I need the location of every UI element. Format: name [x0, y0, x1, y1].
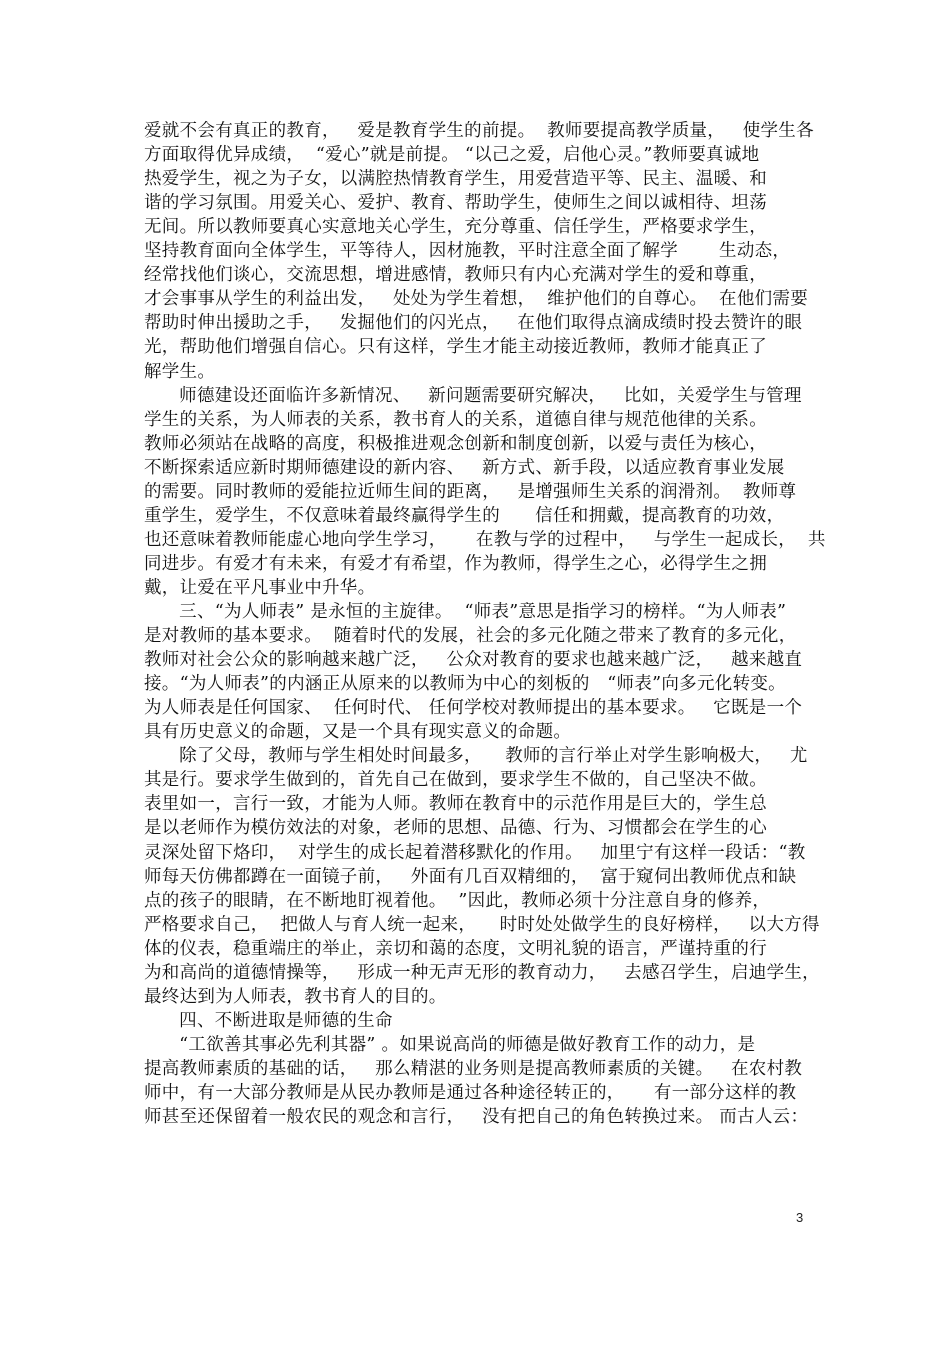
text-line: 教师必须站在战略的高度，积极推进观念创新和制度创新，以爱与责任为核心，: [144, 433, 767, 454]
text-line: 不断探索适应新时期师德建设的新内容、 新方式、新手段，以适应教育事业发展: [144, 457, 785, 478]
text-line: 才会事事从学生的利益出发， 处处为学生着想， 维护他们的自尊心。 在他们需要: [144, 289, 809, 310]
text-line: 除了父母，教师与学生相处时间最多， 教师的言行举止对学生影响极大， 尤: [144, 746, 808, 767]
text-line: 同进步。有爱才有未来，有爱才有希望，作为教师，得学生之心，必得学生之拥: [144, 553, 767, 574]
text-line: 为和高尚的道德情操等， 形成一种无声无形的教育动力， 去感召学生，启迪学生，: [144, 962, 820, 983]
text-line: 师每天仿佛都蹲在一面镜子前， 外面有几百双精细的， 富于窥伺出教师优点和缺: [144, 866, 797, 887]
text-line: 最终达到为人师表，教书育人的目的。: [144, 986, 447, 1007]
text-line: 方面取得优异成绩， “爱心”就是前提。 “以己之爱，启他心灵。”教师要真诚地: [144, 145, 760, 166]
text-line: 师德建设还面临许多新情况、 新问题需要研究解决， 比如，关爱学生与管理: [144, 385, 802, 406]
text-line: 师甚至还保留着一般农民的观念和言行， 没有把自己的角色转换过来。 而古人云：: [144, 1107, 809, 1128]
page-number: 3: [796, 1210, 804, 1225]
text-line: 帮助时伸出援助之手， 发掘他们的闪光点， 在他们取得点滴成绩时投去赞许的眼: [144, 313, 803, 334]
text-line: 光，帮助他们增强自信心。只有这样，学生才能主动接近教师，教师才能真正了: [144, 337, 767, 358]
text-line: 四、不断进取是师德的生命: [144, 1010, 393, 1031]
text-line: 戴，让爱在平凡事业中升华。: [144, 577, 376, 598]
text-line: 是以老师作为模仿效法的对象，老师的思想、品德、行为、习惯都会在学生的心: [144, 818, 767, 839]
text-line: 也还意味着教师能虚心地向学生学习， 在教与学的过程中， 与学生一起成长， 共: [144, 529, 826, 550]
text-line: 为人师表是任何国家、 任何时代、 任何学校对教师提出的基本要求。 它既是一个: [144, 698, 803, 719]
text-line: 严格要求自己， 把做人与育人统一起来， 时时处处做学生的良好榜样， 以大方得: [144, 914, 820, 935]
text-line: 解学生。: [144, 361, 216, 382]
text-line: 谐的学习氛围。用爱关心、爱护、教育、帮助学生，使师生之间以诚相待、坦荡: [144, 193, 767, 214]
text-line: 接。“为人师表”的内涵正从原来的以教师为中心的刻板的 “师表”向多元化转变。: [144, 674, 786, 695]
text-line: “工欲善其事必先利其器” 。如果说高尚的师德是做好教育工作的动力，是: [144, 1034, 756, 1055]
text-line: 灵深处留下烙印， 对学生的成长起着潜移默化的作用。 加里宁有这样一段话：“教: [144, 842, 806, 863]
text-line: 无间。所以教师要真心实意地关心学生，充分尊重、信任学生，严格要求学生，: [144, 217, 767, 238]
text-line: 提高教师素质的基础的话， 那么精湛的业务则是提高教师素质的关键。 在农村教: [144, 1058, 803, 1079]
text-line: 是对教师的基本要求。 随着时代的发展，社会的多元化随之带来了教育的多元化，: [144, 626, 797, 647]
text-line: 表里如一，言行一致，才能为人师。教师在教育中的示范作用是巨大的，学生总: [144, 794, 767, 815]
text-line: 坚持教育面向全体学生，平等待人，因材施教，平时注意全面了解学 生动态，: [144, 241, 791, 262]
text-line: 的需要。同时教师的爱能拉近师生间的距离， 是增强师生关系的润滑剂。 教师尊: [144, 481, 797, 502]
text-line: 体的仪表，稳重端庄的举止，亲切和蔼的态度，文明礼貌的语言，严谨持重的行: [144, 938, 767, 959]
text-line: 具有历史意义的命题，又是一个具有现实意义的命题。: [144, 722, 572, 743]
text-line: 师中，有一大部分教师是从民办教师是通过各种途径转正的， 有一部分这样的教: [144, 1083, 797, 1103]
text-line: 爱就不会有真正的教育， 爱是教育学生的前提。 教师要提高教学质量， 使学生各: [144, 121, 814, 141]
text-line: 重学生，爱学生，不仅意味着最终赢得学生的 信任和拥戴，提高教育的功效，: [144, 505, 785, 526]
text-line: 经常找他们谈心，交流思想，增进感情，教师只有内心充满对学生的爱和尊重，: [144, 265, 767, 286]
text-line: 其是行。要求学生做到的，首先自己在做到，要求学生不做的，自己坚决不做。: [144, 770, 767, 791]
text-line: 三、“为人师表” 是永恒的主旋律。 “师表”意思是指学习的榜样。“为人师表”: [144, 602, 787, 622]
text-line: 学生的关系，为人师表的关系，教书育人的关系，道德自律与规范他律的关系。: [144, 409, 767, 430]
text-line: 教师对社会公众的影响越来越广泛， 公众对教育的要求也越来越广泛， 越来越直: [144, 650, 803, 671]
text-line: 点的孩子的眼睛，在不断地盯视着他。 ”因此，教师必须十分注意自身的修养，: [144, 890, 771, 911]
text-line: 热爱学生，视之为子女，以满腔热情教育学生，用爱营造平等、民主、温暖、和: [144, 169, 767, 190]
